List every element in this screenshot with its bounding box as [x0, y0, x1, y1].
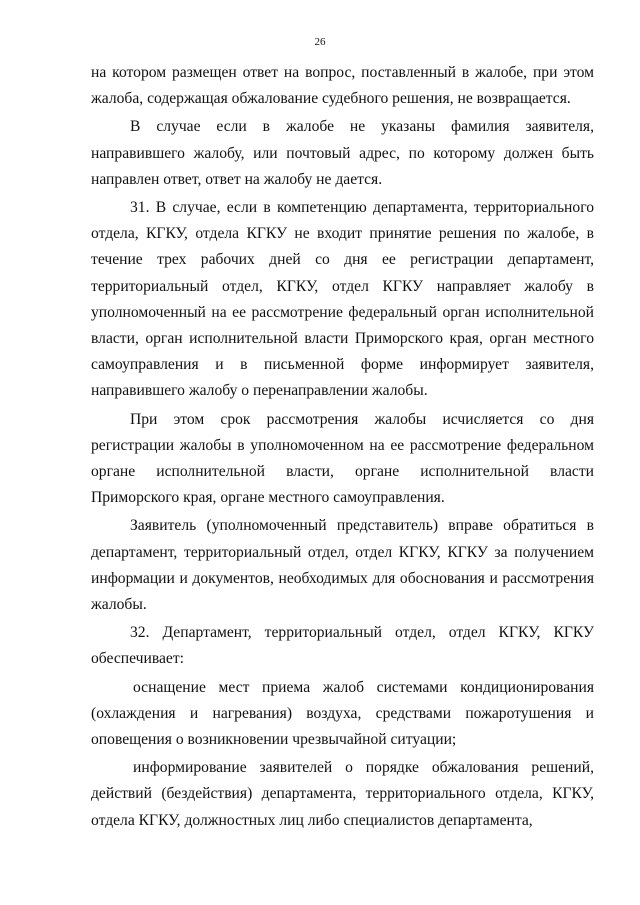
- paragraph-item-32: 32. Департамент, территориальный отдел, отдел КГКУ, КГКУ обеспечивает:: [91, 624, 594, 668]
- paragraph-continuation: на котором размещен ответ на вопрос, поставленный в жалобе, при этом жалоба, содержащая обжалование судебного решения, не возвращается.: [91, 64, 594, 108]
- paragraph-informing: информирование заявителей о порядке обжалования решений, действий (бездействия) департамента, территориального отдела, КГКУ, отдела КГКУ, должностных лиц либо специалистов департамента,: [91, 759, 594, 829]
- document-body: [91, 60, 594, 834]
- paragraph-applicant-rights: Заявитель (уполномоченный представитель) вправе обратиться в департамент, территориальный отдел, отдел КГКУ, КГКУ за получением информации и документов, необходимых для обоснования и рассмотрения жалобы.: [91, 517, 594, 614]
- paragraph-equipment: оснащение мест приема жалоб системами кондиционирования (охлаждения и нагревания) воздуха, средствами пожаротушения и оповещения о возникновении чрезвычайной ситуации;: [91, 678, 594, 749]
- paragraph-item-31: 31. В случае, если в компетенцию департамента, территориального отдела, КГКУ, отдела КГКУ не входит принятие решения по жалобе, в течение трех рабочих дней со дня ее регистрации департамент, территориальный отдел, КГКУ, отдел КГКУ направляет жалобу в уполномоченный на ее рассмотрение федеральный орган исполнительной власти, орган исполнительной власти Приморского края, орган местного самоуправления и в письменной форме информирует заявителя, направившего жалобу о перенаправлении жалобы.: [91, 199, 594, 400]
- page-number: 26: [314, 36, 326, 48]
- paragraph-review-period: При этом срок рассмотрения жалобы исчисляется со дня регистрации жалобы в уполномоченном на ее рассмотрение федеральном органе исполнительной власти, органе исполнительной власти Приморского края, органе местного самоуправления.: [91, 410, 594, 507]
- paragraph-no-name-or-address: В случае если в жалобе не указаны фамилия заявителя, направившего жалобу, или почтовый адрес, по которому должен быть направлен ответ, ответ на жалобу не дается.: [91, 118, 594, 188]
